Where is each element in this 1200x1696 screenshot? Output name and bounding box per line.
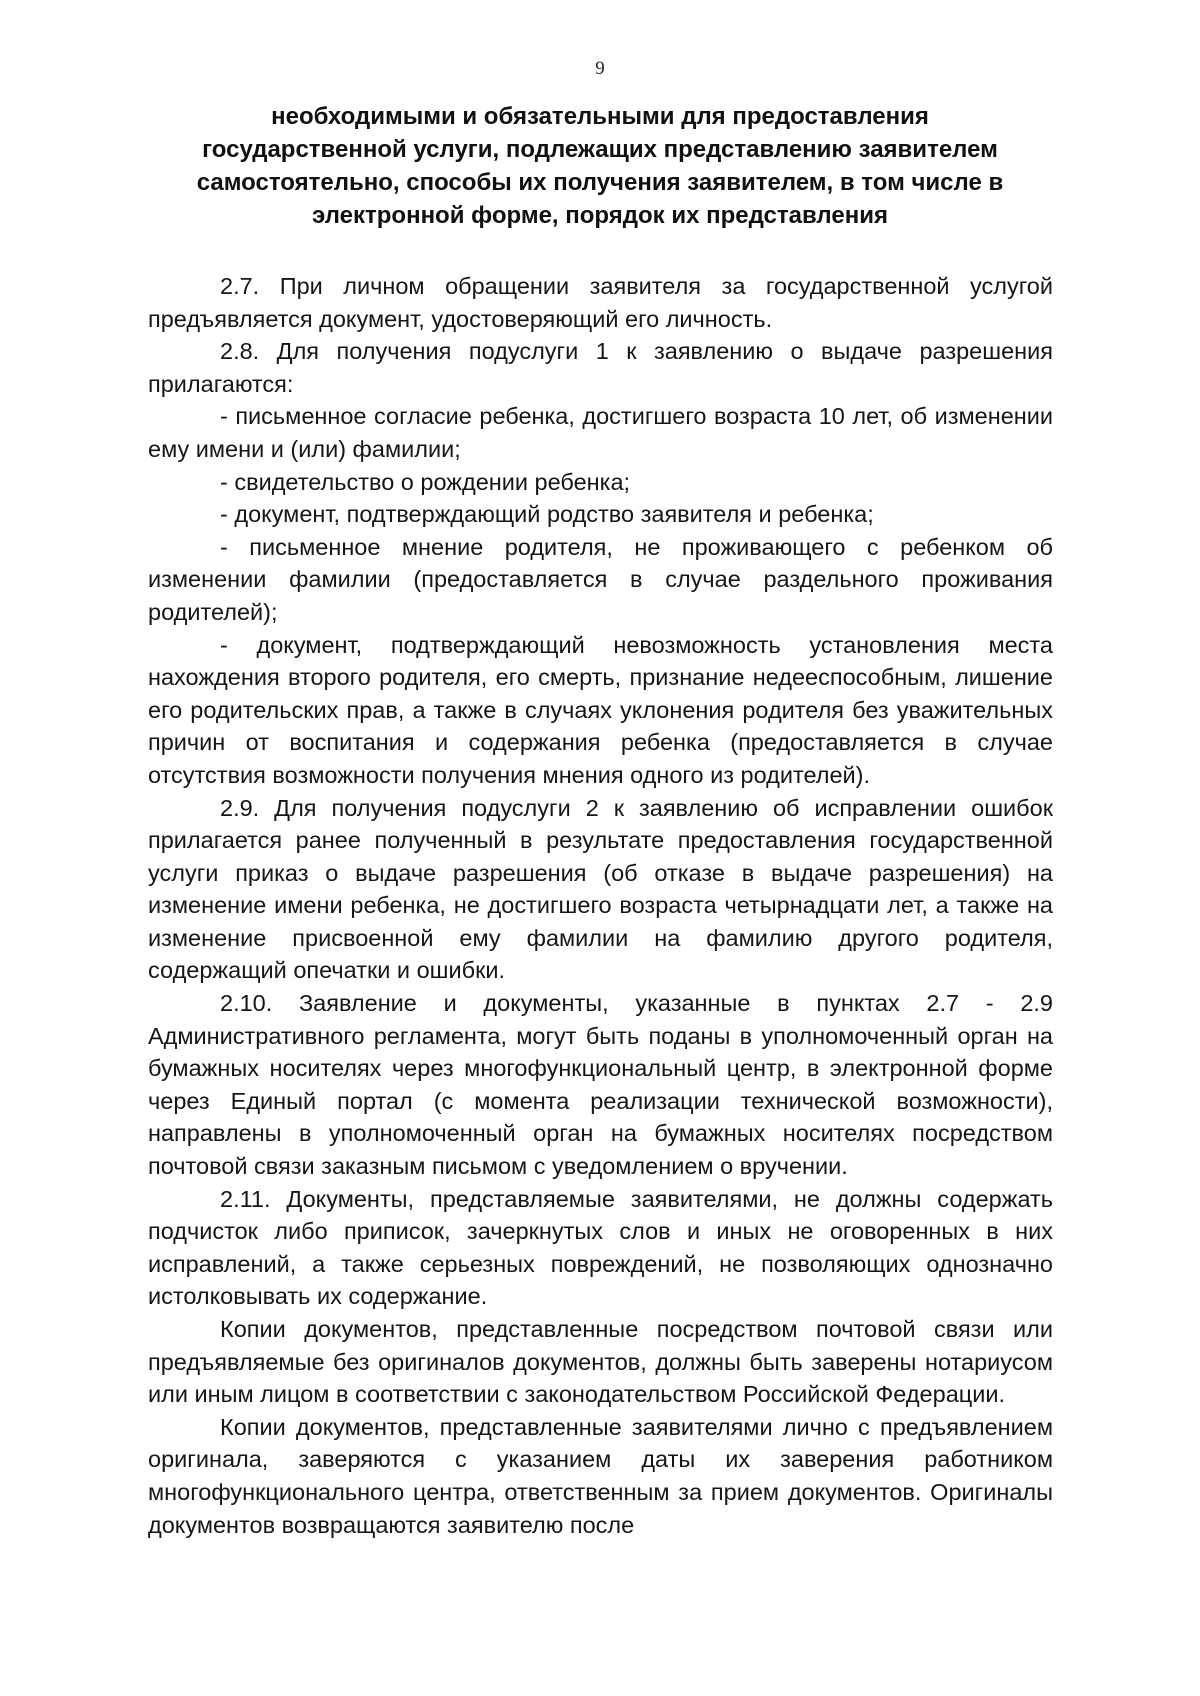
heading-line: самостоятельно, способы их получения заявителем, в том числе в xyxy=(196,169,1004,196)
list-item: - письменное согласие ребенка, достигшего возраста 10 лет, об изменении ему имени и (или) фамилии; xyxy=(148,403,1053,462)
list-item: - свидетельство о рождении ребенка; xyxy=(220,468,631,495)
paragraph-2-8: 2.8. Для получения подуслуги 1 к заявлению о выдаче разрешения прилагаются: xyxy=(148,338,1053,397)
paragraph-2-9: 2.9. Для получения подуслуги 2 к заявлению об исправлении ошибок прилагается ранее полученный в результате предоставления государственной услуги приказ о выдаче разрешения (об отказе в выдаче разрешения) на изменение имени ребенка, не достигшего возраста четырнадцати лет, а также на изменение присвоенной ему фамилии на фамилию другого родителя, содержащий опечатки и ошибки. xyxy=(148,794,1053,984)
heading-line: государственной услуги, подлежащих представлению заявителем xyxy=(202,136,998,163)
heading-line: электронной форме, порядок их представления xyxy=(312,202,888,229)
paragraph-copies-personal: Копии документов, представленные заявителями лично с предъявлением оригинала, заверяются с указанием даты их заверения работником многофункционального центра, ответственным за прием документов. Оригиналы документов возвращаются заявителю после xyxy=(148,1413,1053,1538)
paragraph-copies-mail: Копии документов, представленные посредством почтовой связи или предъявляемые без оригиналов документов, должны быть заверены нотариусом или иным лицом в соответствии с законодательством Российской Федерации. xyxy=(148,1316,1053,1408)
heading-line: необходимыми и обязательными для предоставления xyxy=(271,103,929,130)
list-item: - письменное мнение родителя, не проживающего с ребенком об изменении фамилии (предоставляется в случае раздельного проживания родителей); xyxy=(148,533,1053,625)
paragraph-2-10: 2.10. Заявление и документы, указанные в пунктах 2.7 - 2.9 Административного регламента, могут быть поданы в уполномоченный орган на бумажных носителях через многофункциональный центр, в электронной форме через Единый портал (с момента реализации технической возможности), направлены в уполномоченный орган на бумажных носителях посредством почтовой связи заказным письмом с уведомлением о вручении. xyxy=(148,990,1053,1180)
paragraph-2-7: 2.7. При личном обращении заявителя за государственной услугой предъявляется документ, удостоверяющий его личность. xyxy=(148,273,1053,332)
paragraph-2-11: 2.11. Документы, представляемые заявителями, не должны содержать подчисток либо приписок, зачеркнутых слов и иных не оговоренных в них исправлений, а также серьезных повреждений, не позволяющих однозначно истолковывать их содержание. xyxy=(148,1185,1053,1310)
list-item: - документ, подтверждающий невозможность установления места нахождения второго родителя, его смерть, признание недееспособным, лишение его родительских прав, а также в случаях уклонения родителя без уважительных причин от воспитания и содержания ребенка (предоставляется в случае отсутствия возможности получения мнения одного из родителей). xyxy=(148,631,1053,788)
list-item: - документ, подтверждающий родство заявителя и ребенка; xyxy=(220,501,874,528)
section-heading xyxy=(150,100,1050,232)
document-body xyxy=(148,270,1053,1541)
page-number: 9 xyxy=(595,58,605,79)
